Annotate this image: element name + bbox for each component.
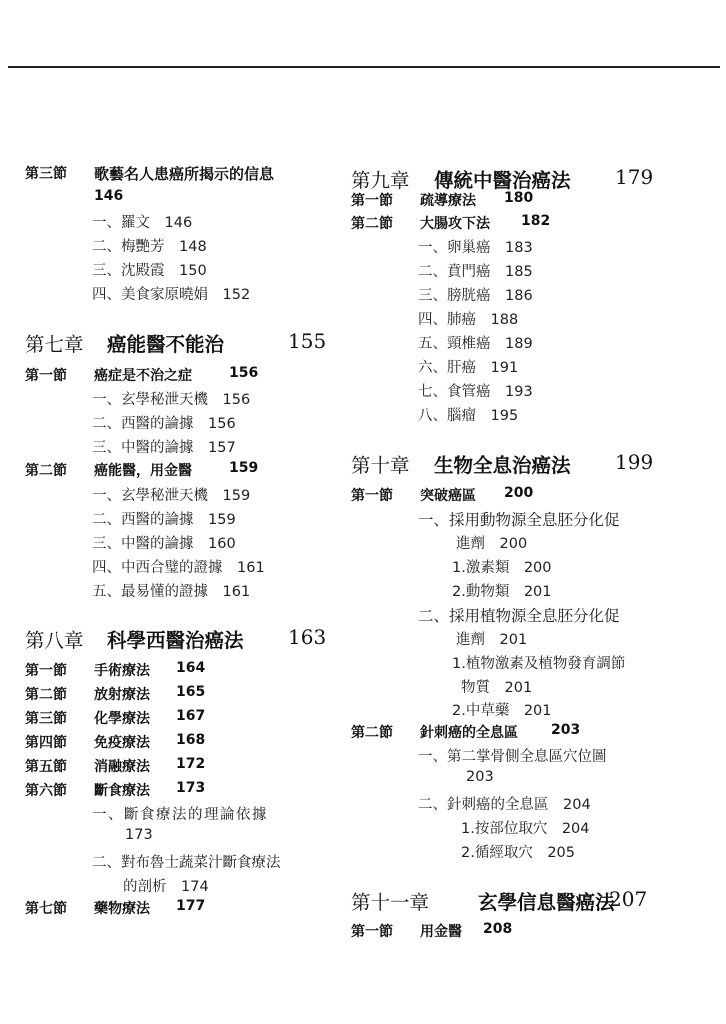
section-page: 180 xyxy=(504,190,534,206)
section-label: 第一節 xyxy=(25,663,67,679)
chapter-page: 199 xyxy=(615,450,654,474)
toc-item[interactable]: 1.按部位取穴 204 xyxy=(461,821,590,837)
chapter-page: 207 xyxy=(609,887,648,911)
toc-item[interactable]: 二、西醫的論據 156 xyxy=(92,416,236,432)
toc-item[interactable]: 1.激素類 200 xyxy=(452,560,552,576)
section-label: 第一節 xyxy=(351,488,393,504)
toc-item-continuation: 物質 201 xyxy=(461,680,533,696)
section-label: 第二節 xyxy=(25,463,67,479)
toc-item[interactable]: 五、頸椎癌 189 xyxy=(418,336,533,352)
section-title[interactable]: 放射療法 xyxy=(94,687,150,703)
toc-item[interactable]: 一、第二掌骨側全息區穴位圖 xyxy=(418,749,607,765)
chapter-label: 第八章 xyxy=(25,629,84,652)
section-label: 第七節 xyxy=(25,901,67,917)
section-label: 第六節 xyxy=(25,783,67,799)
toc-item[interactable]: 二、對布魯士蔬菜汁斷食療法 xyxy=(92,855,281,871)
section-title[interactable]: 針刺癌的全息區 xyxy=(420,725,518,741)
top-rule xyxy=(8,66,720,68)
toc-item[interactable]: 三、膀胱癌 186 xyxy=(418,288,533,304)
section-title[interactable]: 歌藝名人患癌所揭示的信息 xyxy=(94,165,275,183)
section-title[interactable]: 手術療法 xyxy=(94,663,150,679)
chapter-title[interactable]: 科學西醫治癌法 xyxy=(107,629,244,652)
chapter-label: 第十一章 xyxy=(351,891,430,914)
section-page: 165 xyxy=(176,684,206,700)
toc-item[interactable]: 五、最易懂的證據 161 xyxy=(92,584,251,600)
section-page: 173 xyxy=(176,780,206,796)
section-label: 第五節 xyxy=(25,759,67,775)
toc-item-continuation: 進劑 200 xyxy=(456,536,528,552)
section-label: 第四節 xyxy=(25,735,67,751)
toc-item[interactable]: 一、玄學秘泄天機 156 xyxy=(92,392,251,408)
section-label: 第一節 xyxy=(25,368,67,384)
toc-item[interactable]: 二、採用植物源全息胚分化促 xyxy=(418,607,620,625)
toc-item[interactable]: 1.植物激素及植物發育調節 xyxy=(452,656,626,672)
toc-item-continuation: 的剖析 174 xyxy=(123,879,209,895)
toc-item[interactable]: 一、採用動物源全息胚分化促 xyxy=(418,511,620,529)
section-title[interactable]: 癌能醫，用金醫 xyxy=(94,463,192,479)
toc-item[interactable]: 2.中草藥 201 xyxy=(452,703,552,719)
toc-item[interactable]: 三、中醫的論據 157 xyxy=(92,440,236,456)
toc-item[interactable]: 二、梅艷芳 148 xyxy=(92,239,207,255)
toc-item[interactable]: 七、食管癌 193 xyxy=(418,384,533,400)
section-page: 182 xyxy=(521,213,551,229)
toc-item[interactable]: 四、中西合璧的證據 161 xyxy=(92,560,265,576)
section-title[interactable]: 消融療法 xyxy=(94,759,150,775)
section-label: 第一節 xyxy=(351,924,393,940)
toc-item-page: 203 xyxy=(466,769,494,785)
section-title[interactable]: 突破癌區 xyxy=(420,488,476,504)
section-title[interactable]: 用金醫 xyxy=(420,924,462,940)
chapter-page: 163 xyxy=(288,625,327,649)
toc-item[interactable]: 六、肝癌 191 xyxy=(418,360,519,376)
chapter-title[interactable]: 生物全息治癌法 xyxy=(434,454,571,477)
section-title[interactable]: 斷食療法 xyxy=(94,783,150,799)
section-page: 172 xyxy=(176,756,206,772)
toc-item[interactable]: 二、針刺癌的全息區 204 xyxy=(418,797,591,813)
toc-item[interactable]: 一、羅文 146 xyxy=(92,215,193,231)
section-page: 177 xyxy=(176,898,206,914)
section-label: 第二節 xyxy=(351,725,393,741)
toc-item[interactable]: 2.循經取穴 205 xyxy=(461,845,576,861)
chapter-label: 第九章 xyxy=(351,169,410,192)
section-title[interactable]: 藥物療法 xyxy=(94,901,150,917)
section-page: 208 xyxy=(483,921,513,937)
section-page: 167 xyxy=(176,708,206,724)
toc-item[interactable]: 二、賁門癌 185 xyxy=(418,264,533,280)
section-page: 168 xyxy=(176,732,206,748)
chapter-title[interactable]: 癌能醫不能治 xyxy=(107,333,225,356)
chapter-title[interactable]: 傳統中醫治癌法 xyxy=(434,169,571,192)
toc-item[interactable]: 四、肺癌 188 xyxy=(418,312,519,328)
section-page: 200 xyxy=(504,485,534,501)
chapter-label: 第十章 xyxy=(351,454,410,477)
section-title[interactable]: 大腸攻下法 xyxy=(420,216,490,232)
toc-item[interactable]: 二、西醫的論據 159 xyxy=(92,512,236,528)
chapter-title[interactable]: 玄學信息醫癌法 xyxy=(478,891,615,914)
toc-item[interactable]: 一、卵巢癌 183 xyxy=(418,240,533,256)
section-title[interactable]: 免疫療法 xyxy=(94,735,150,751)
section-page: 146 xyxy=(94,188,124,204)
section-title[interactable]: 化學療法 xyxy=(94,711,150,727)
section-page: 159 xyxy=(229,460,259,476)
section-page: 156 xyxy=(229,365,259,381)
section-label: 第二節 xyxy=(351,216,393,232)
section-page: 203 xyxy=(551,722,581,738)
toc-item-continuation: 進劑 201 xyxy=(456,632,528,648)
section-label: 第二節 xyxy=(25,687,67,703)
toc-item-page: 173 xyxy=(125,827,153,843)
toc-item[interactable]: 2.動物類 201 xyxy=(452,584,552,600)
toc-item[interactable]: 一、玄學秘泄天機 159 xyxy=(92,488,251,504)
section-page: 164 xyxy=(176,660,206,676)
toc-item[interactable]: 三、沈殿霞 150 xyxy=(92,263,207,279)
section-title[interactable]: 疏導療法 xyxy=(420,193,476,209)
section-label: 第三節 xyxy=(25,711,67,727)
toc-item[interactable]: 三、中醫的論據 160 xyxy=(92,536,236,552)
toc-item[interactable]: 一、斷食療法的理論依據 xyxy=(92,807,268,823)
chapter-page: 179 xyxy=(615,165,654,189)
toc-item[interactable]: 四、美食家原曉娟 152 xyxy=(92,287,251,303)
section-label: 第一節 xyxy=(351,193,393,209)
chapter-label: 第七章 xyxy=(25,333,84,356)
section-label: 第三節 xyxy=(25,166,67,182)
chapter-page: 155 xyxy=(288,329,327,353)
section-title[interactable]: 癌症是不治之症 xyxy=(94,368,192,384)
toc-item[interactable]: 八、腦瘤 195 xyxy=(418,408,519,424)
